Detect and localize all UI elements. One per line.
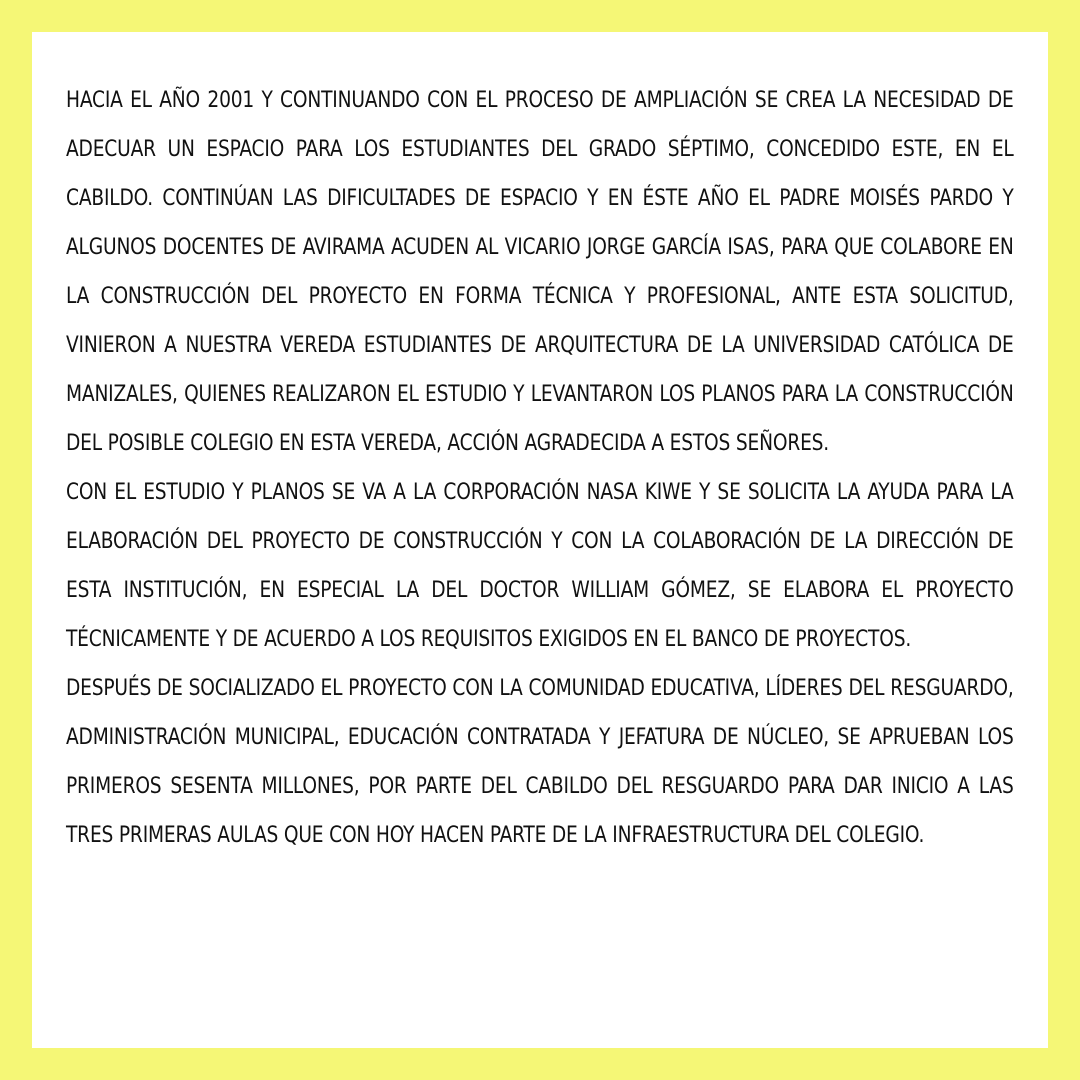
text-card bbox=[32, 32, 1048, 1048]
paragraph-3: DESPUÉS DE SOCIALIZADO EL PROYECTO CON LA COMUNIDAD EDUCATIVA, LÍDERES DEL RESGUARDO, ADMINISTRACIÓN MUNICIPAL, EDUCACIÓN CONTRATADA Y JEFATURA DE NÚCLEO, SE APRUEBAN LOS PRIMEROS SESENTA MILLONES, POR PARTE DEL CABILDO DEL RESGUARDO PARA DAR INICIO A LAS TRES PRIMERAS AULAS QUE CON HOY HACEN PARTE DE LA INFRAESTRUCTURA DEL COLEGIO. bbox=[66, 675, 1014, 848]
text-block-inner bbox=[66, 76, 1014, 860]
paragraph-2: CON EL ESTUDIO Y PLANOS SE VA A LA CORPORACIÓN NASA KIWE Y SE SOLICITA LA AYUDA PARA LA ELABORACIÓN DEL PROYECTO DE CONSTRUCCIÓN Y CON LA COLABORACIÓN DE LA DIRECCIÓN DE ESTA INSTITUCIÓN, EN ESPECIAL LA DEL DOCTOR WILLIAM GÓMEZ, SE ELABORA EL PROYECTO TÉCNICAMENTE Y DE ACUERDO A LOS REQUISITOS EXIGIDOS EN EL BANCO DE PROYECTOS. bbox=[66, 479, 1014, 652]
text-block bbox=[66, 76, 1014, 860]
paragraph-1: HACIA EL AÑO 2001 Y CONTINUANDO CON EL PROCESO DE AMPLIACIÓN SE CREA LA NECESIDAD DE ADECUAR UN ESPACIO PARA LOS ESTUDIANTES DEL GRADO SÉPTIMO, CONCEDIDO ESTE, EN EL CABILDO. CONTINÚAN LAS DIFICULTADES DE ESPACIO Y EN ÉSTE AÑO EL PADRE MOISÉS PARDO Y ALGUNOS DOCENTES DE AVIRAMA ACUDEN AL VICARIO JORGE GARCÍA ISAS, PARA QUE COLABORE EN LA CONSTRUCCIÓN DEL PROYECTO EN FORMA TÉCNICA Y PROFESIONAL, ANTE ESTA SOLICITUD, VINIERON A NUESTRA VEREDA ESTUDIANTES DE ARQUITECTURA DE LA UNIVERSIDAD CATÓLICA DE MANIZALES, QUIENES REALIZARON EL ESTUDIO Y LEVANTARON LOS PLANOS PARA LA CONSTRUCCIÓN DEL POSIBLE COLEGIO EN ESTA VEREDA, ACCIÓN AGRADECIDA A ESTOS SEÑORES. bbox=[66, 87, 1014, 456]
